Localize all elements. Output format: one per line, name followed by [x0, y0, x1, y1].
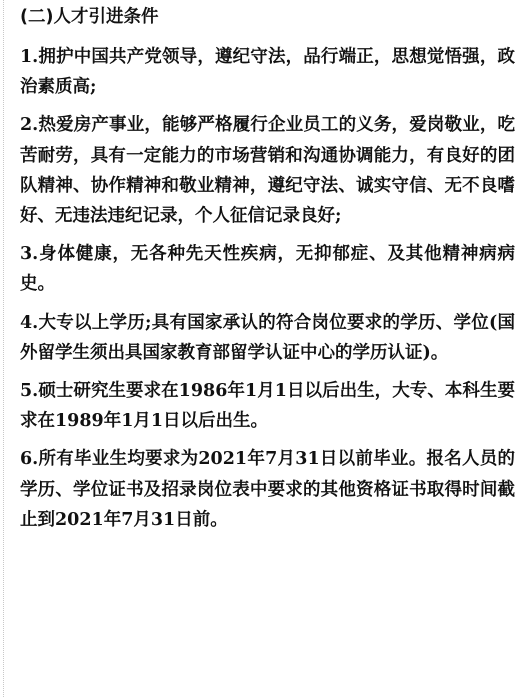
condition-item-2: 2.热爱房产事业，能够严格履行企业员工的义务，爱岗敬业，吃苦耐劳，具有一定能力的市场营销和沟通协调能力，有良好的团队精神、协作精神和敬业精神，遵纪守法、诚实守信、无不良嗜好、无违法违纪记录，个人征信记录良好;	[20, 115, 515, 227]
condition-item-6: 6.所有毕业生均要求为2021年7月31日以前毕业。报名人员的学历、学位证书及招录岗位表中要求的其他资格证书取得时间截止到2021年7月31日前。	[20, 449, 515, 530]
document-body	[20, 2, 515, 543]
section-heading: (二)人才引进条件	[20, 7, 159, 27]
condition-item-5: 5.硕士研究生要求在1986年1月1日以后出生，大专、本科生要求在1989年1月1日以后出生。	[20, 381, 515, 432]
condition-item-3: 3.身体健康，无各种先天性疾病，无抑郁症、及其他精神病病史。	[20, 244, 515, 295]
page-margin-guide	[3, 0, 4, 697]
condition-item-4: 4.大专以上学历;具有国家承认的符合岗位要求的学历、学位(国外留学生须出具国家教育部留学认证中心的学历认证)。	[20, 312, 515, 363]
condition-item-1: 1.拥护中国共产党领导，遵纪守法，品行端正，思想觉悟强，政治素质高;	[20, 47, 515, 98]
